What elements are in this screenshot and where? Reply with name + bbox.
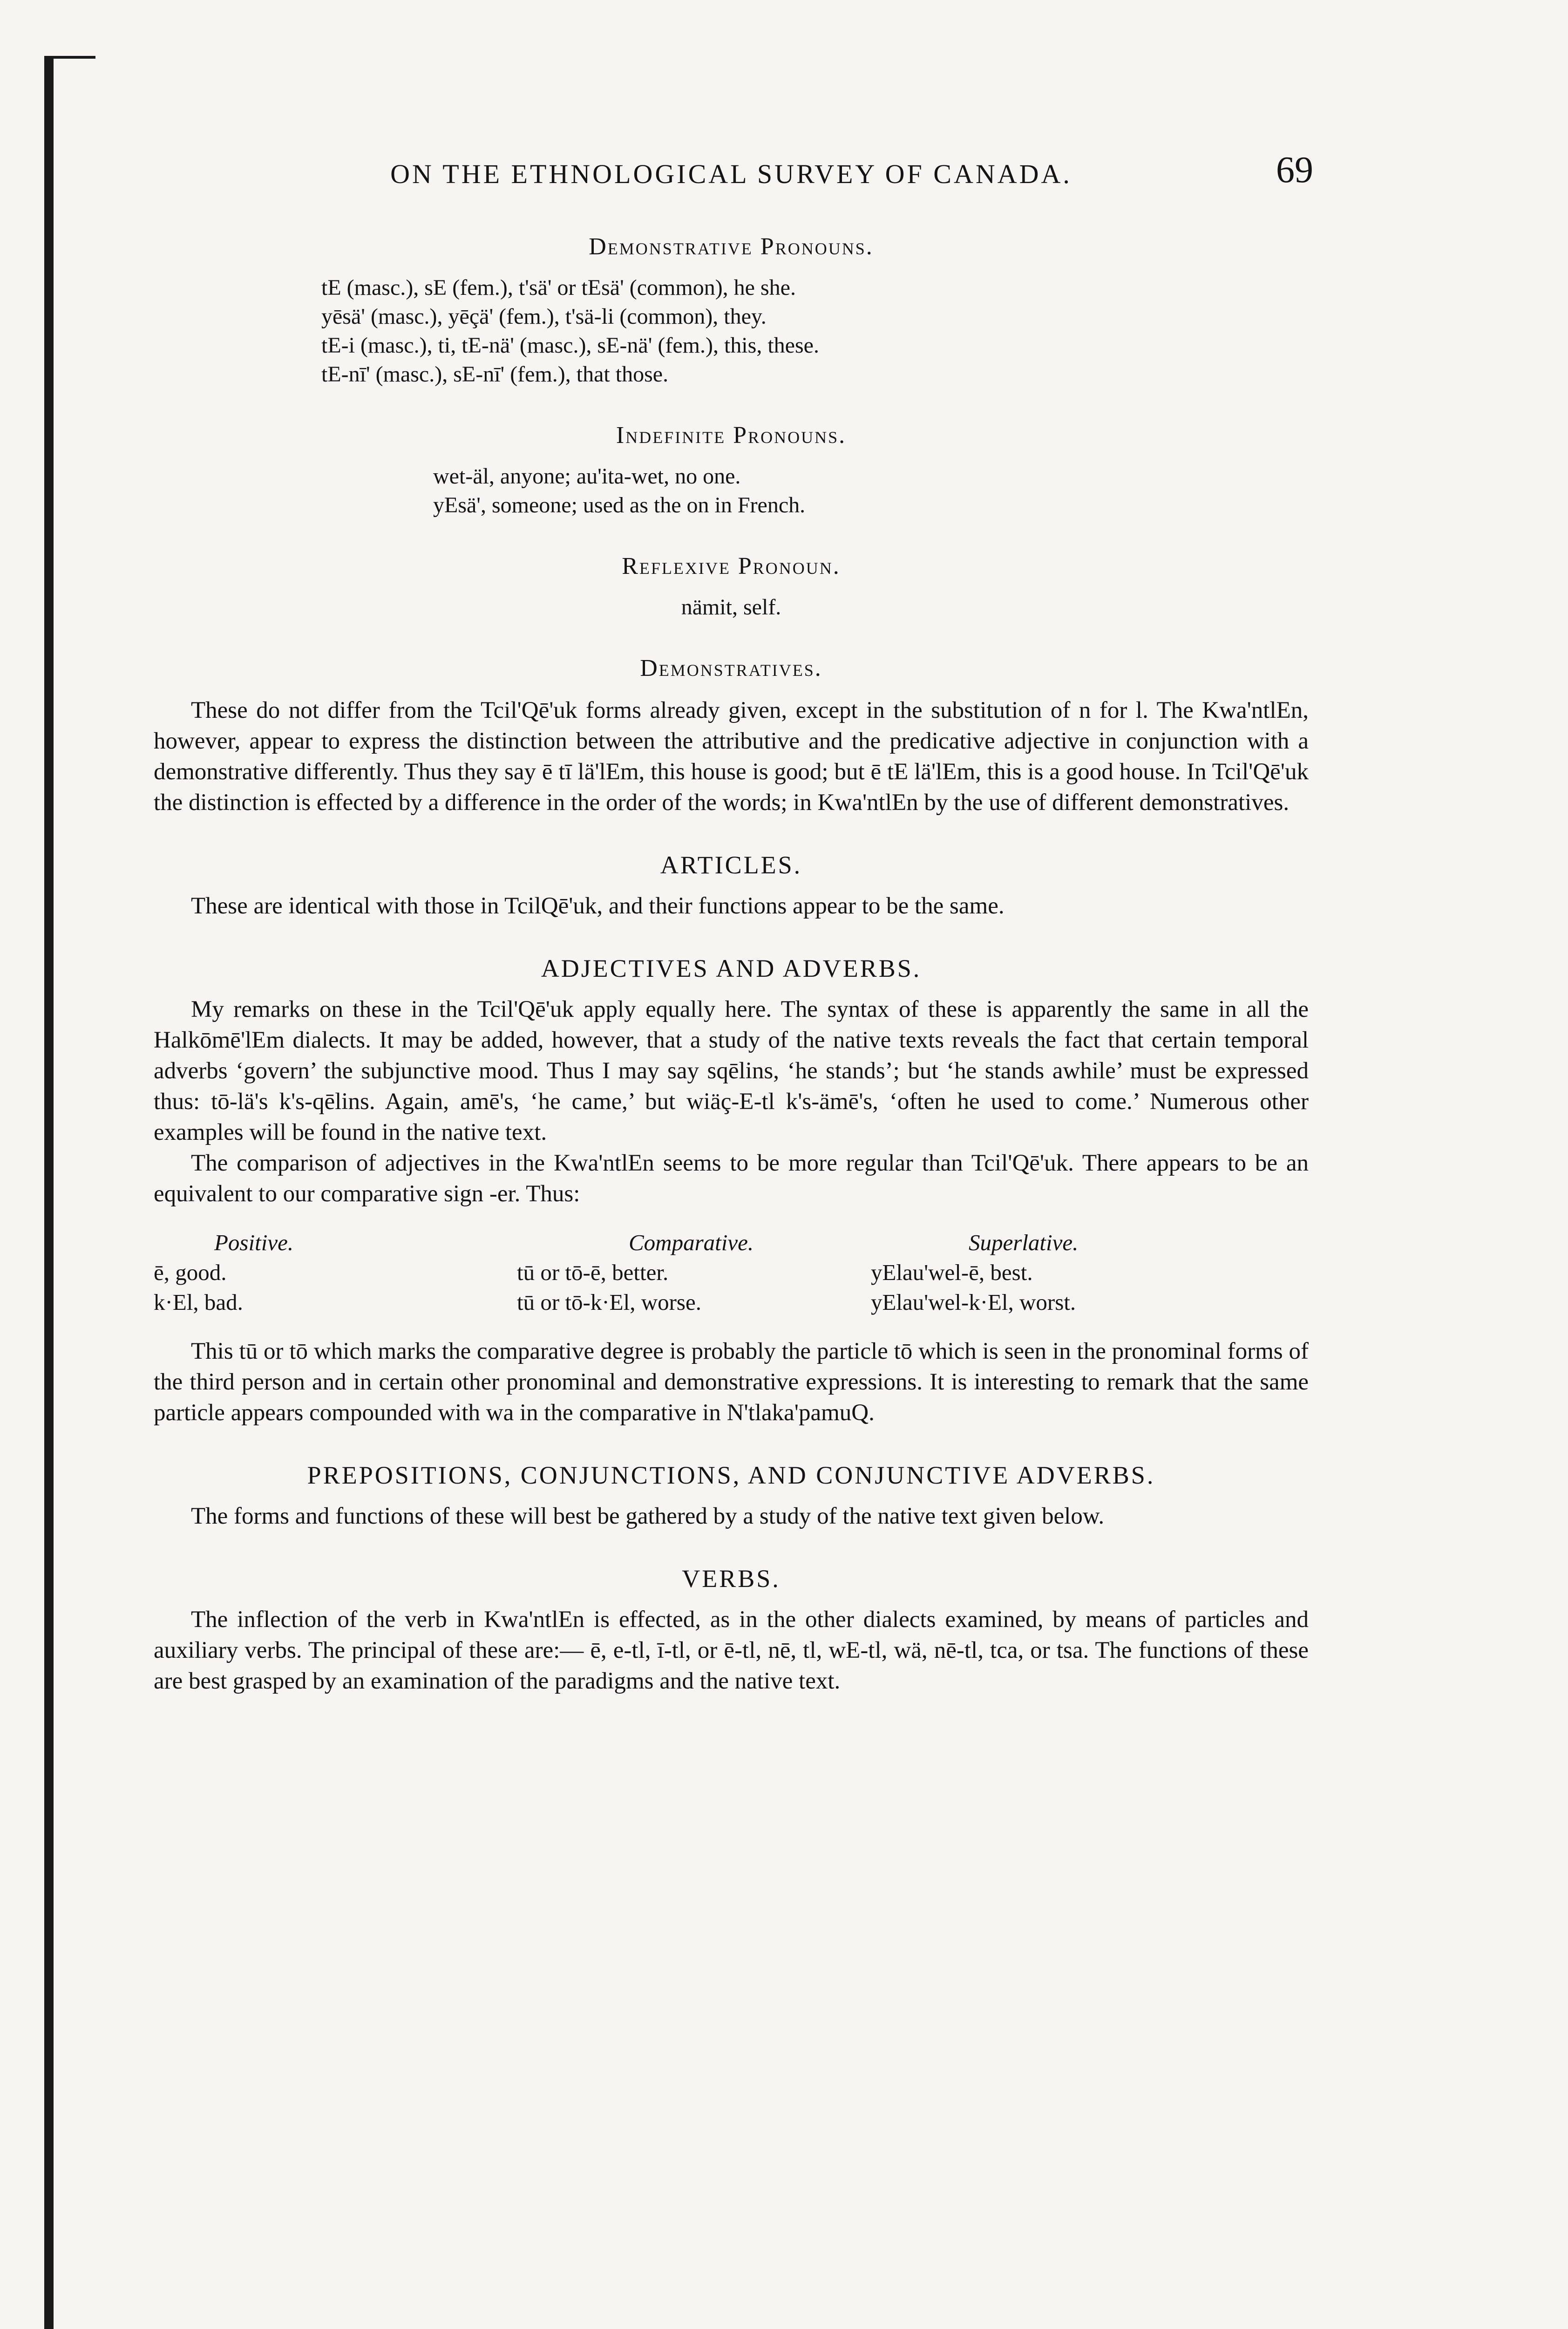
comparative-cell: tū or tō-k·El, worse.	[517, 1289, 701, 1315]
comparison-row	[154, 1258, 1309, 1287]
demonstrative-pronoun-line: tE-i (masc.), ti, tE-nä' (masc.), sE-nä' (fem.), this, these.	[321, 333, 819, 358]
page	[154, 140, 1313, 1696]
prepositions-paragraph: The forms and functions of these will best be gathered by a study of the native text given below.	[191, 1503, 1105, 1529]
indefinite-pronoun-line: wet-äl, anyone; au'ita-wet, no one.	[433, 464, 741, 489]
running-head-title: ON THE ETHNOLOGICAL SURVEY OF CANADA.	[390, 159, 1072, 189]
comparison-table	[154, 1228, 1309, 1317]
indefinite-pronouns-list	[154, 462, 1309, 520]
reflexive-pronoun-heading: Reflexive Pronoun.	[622, 553, 841, 579]
demonstratives-paragraph: These do not differ from the Tcil'Qē'uk forms already given, except in the substitution of n for l. The Kwa'ntlEn, however, appear to express the distinction between the attributive and the predicative adjective in conjunction with a demonstrative differently. Thus they say ē tī lä'lEm, this house is good; but ē tE lä'lEm, this is a good house. In Tcil'Qē'uk the distinction is effected by a difference in the order of the words; in Kwa'ntlEn by the use of different demonstratives.	[154, 697, 1309, 816]
superlative-header: Superlative.	[969, 1230, 1079, 1255]
adjectives-paragraph-1: My remarks on these in the Tcil'Qē'uk apply equally here. The syntax of these is apparently the same in all the Halkōmē'lEm dialects. It may be added, however, that a study of the native texts reveals the fact that certain temporal adverbs ‘govern’ the subjunctive mood. Thus I may say sqēlins, ‘he stands’; but ‘he stands awhile’ must be expressed thus: tō-lä's k's-qēlins. Again, amē's, ‘he came,’ but wiäç-E-tl k's-ämē's, ‘often he used to come.’ Numerous other examples will be found in the native text.	[154, 996, 1309, 1145]
demonstrative-pronouns-list	[154, 273, 1309, 389]
running-head	[154, 140, 1313, 200]
verbs-heading: VERBS.	[682, 1565, 781, 1593]
comparison-header-row	[154, 1228, 1309, 1258]
superlative-cell: yElau'wel-ē, best.	[871, 1260, 1033, 1285]
prepositions-heading: PREPOSITIONS, CONJUNCTIONS, AND CONJUNCTIVE ADVERBS.	[307, 1461, 1155, 1489]
demonstrative-pronoun-line: tE-nī' (masc.), sE-nī' (fem.), that those.	[321, 362, 669, 387]
reflexive-pronoun-line: nämit, self.	[681, 595, 781, 620]
demonstrative-pronouns-heading: Demonstrative Pronouns.	[589, 233, 874, 260]
adjectives-adverbs-heading: ADJECTIVES AND ADVERBS.	[541, 954, 922, 982]
comparative-header: Comparative.	[629, 1230, 754, 1255]
page-number: 69	[1276, 150, 1313, 191]
comparative-cell: tū or tō-ē, better.	[517, 1260, 669, 1285]
positive-cell: ē, good.	[154, 1260, 227, 1285]
page-binding-edge-top	[44, 56, 95, 59]
superlative-cell: yElau'wel-k·El, worst.	[871, 1289, 1076, 1315]
positive-header: Positive.	[214, 1230, 294, 1255]
comparison-row	[154, 1287, 1309, 1317]
verbs-paragraph: The inflection of the verb in Kwa'ntlEn is effected, as in the other dialects examined, by means of particles and auxiliary verbs. The principal of these are:— ē, e-tl, ī-tl, or ē-tl, nē, tl, wE-tl, wä, nē-tl, tca, or tsa. The functions of these are best grasped by an examination of the paradigms and the native text.	[154, 1607, 1309, 1694]
adjectives-paragraph-3: This tū or tō which marks the comparative degree is probably the particle tō which is seen in the pronominal forms of the third person and in certain other pronominal and demonstrative expressions. It is interesting to remark that the same particle appears compounded with wa in the comparative in N'tlaka'pamuQ.	[154, 1338, 1309, 1426]
indefinite-pronouns-heading: Indefinite Pronouns.	[616, 422, 847, 449]
articles-heading: ARTICLES.	[660, 851, 802, 879]
demonstratives-heading: Demonstratives.	[640, 655, 822, 681]
adjectives-paragraph-2: The comparison of adjectives in the Kwa'ntlEn seems to be more regular than Tcil'Qē'uk. There appears to be an equivalent to our comparative sign -er. Thus:	[154, 1150, 1309, 1207]
demonstrative-pronoun-line: yēsä' (masc.), yēçä' (fem.), t'sä-li (common), they.	[321, 304, 767, 329]
page-binding-edge	[44, 56, 54, 2329]
demonstrative-pronoun-line: tE (masc.), sE (fem.), t'sä' or tEsä' (common), he she.	[321, 275, 796, 300]
indefinite-pronoun-line: yEsä', someone; used as the on in French.	[433, 493, 806, 518]
positive-cell: k·El, bad.	[154, 1289, 243, 1315]
articles-paragraph: These are identical with those in TcilQē'uk, and their functions appear to be the same.	[191, 893, 1005, 919]
